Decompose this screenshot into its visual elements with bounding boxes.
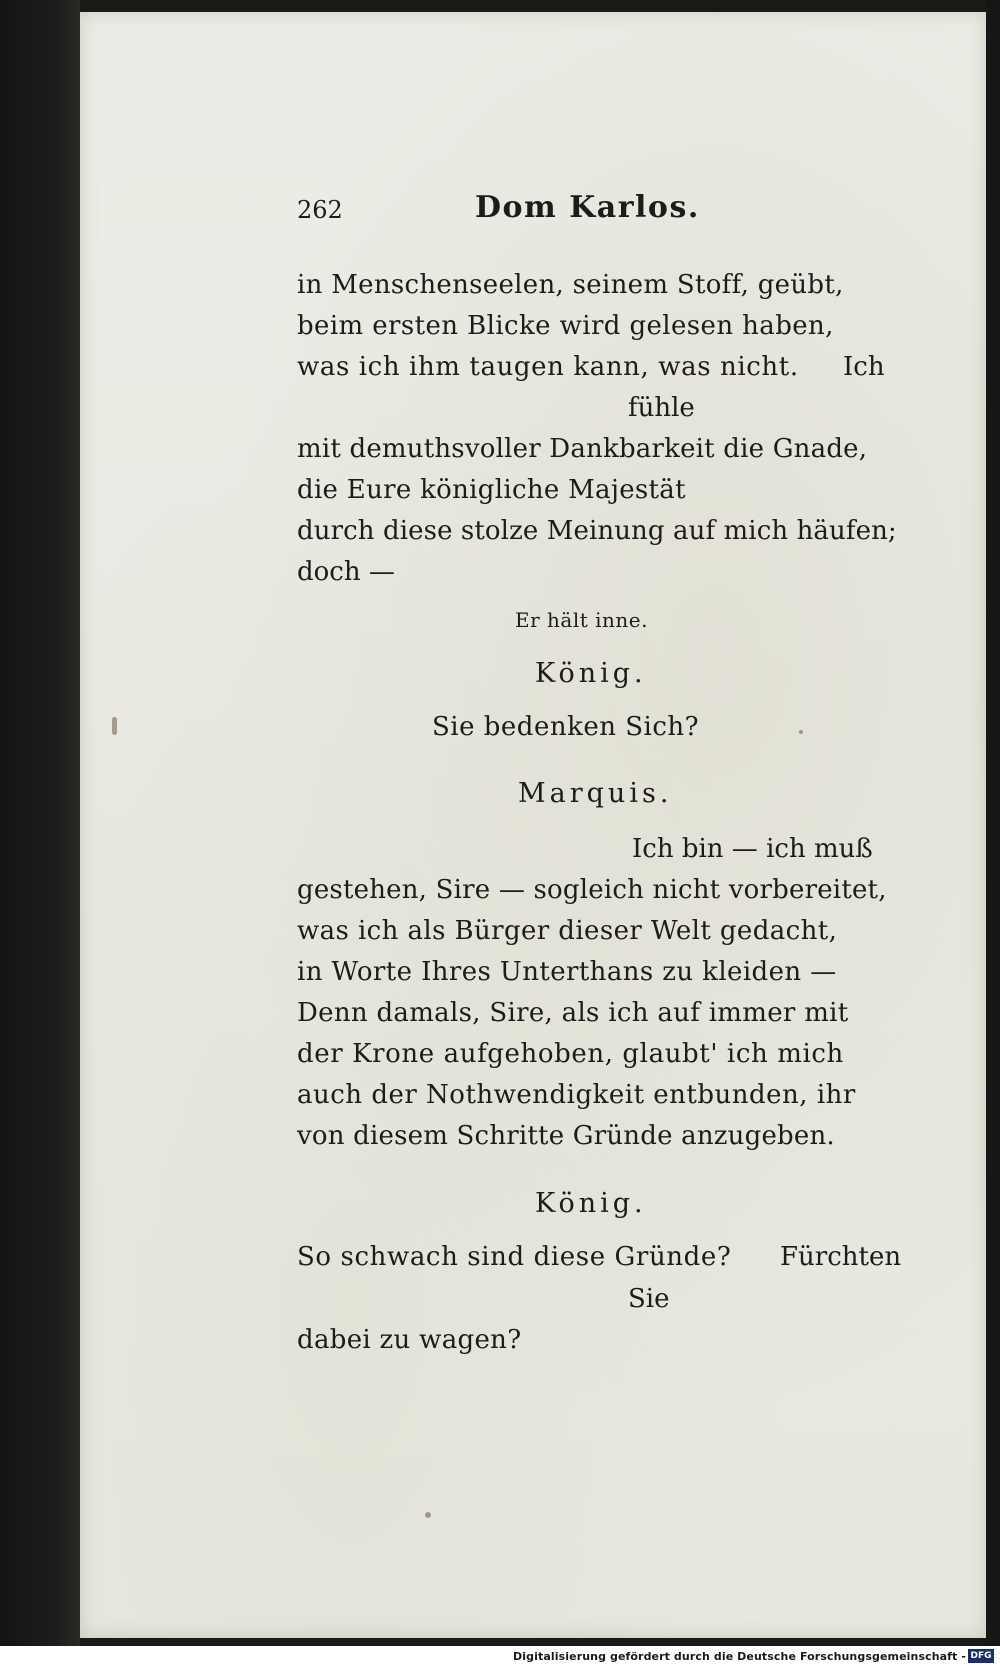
text-line: mit demuthsvoller Dankbarkeit die Gnade, [297,434,868,464]
paper-stain [799,730,803,734]
text-line: fühle [628,393,695,423]
scan-background-right [986,0,1000,1670]
speech-line: Fürchten [780,1242,902,1272]
dfg-logo: DFG [968,1649,994,1663]
book-page [80,12,986,1638]
speech-line: was ich als Bürger dieser Welt gedacht, [297,916,838,946]
text-line: Ich [843,352,885,382]
paper-stain [425,1512,431,1518]
speaker-name: König. [535,658,647,689]
text-line: in Menschenseelen, seinem Stoff, geübt, [297,270,844,300]
speech-line: von diesem Schritte Gründe anzugeben. [297,1121,835,1151]
scan-background-left [0,0,80,1670]
page-number: 262 [297,196,343,224]
speech-line: der Krone aufgehoben, glaubt' ich mich [297,1039,844,1069]
text-line: die Eure königliche Majestät [297,475,686,505]
paper-stain [112,717,117,735]
funding-credit: Digitalisierung gefördert durch die Deutsche Forschungsgemeinschaft - [513,1650,966,1663]
text-line: doch — [297,557,395,587]
speech-line: dabei zu wagen? [297,1325,522,1355]
stage-direction: Er hält inne. [515,608,648,632]
speech-line: Ich bin — ich muß [632,834,873,864]
speech-line: gestehen, Sire — sogleich nicht vorbereitet, [297,875,887,905]
speech-line: So schwach sind diese Gründe? [297,1242,732,1272]
speech-line: auch der Nothwendigkeit entbunden, ihr [297,1080,856,1110]
speech-line: in Worte Ihres Unterthans zu kleiden — [297,957,837,987]
text-line: beim ersten Blicke wird gelesen haben, [297,311,834,341]
running-title: Dom Karlos. [475,190,700,225]
speech-line: Sie bedenken Sich? [432,712,700,742]
speech-line: Denn damals, Sire, als ich auf immer mit [297,998,849,1028]
text-line: was ich ihm taugen kann, was nicht. [297,352,799,382]
text-line: durch diese stolze Meinung auf mich häufen; [297,516,897,546]
speech-line: Sie [628,1284,670,1314]
speaker-name: König. [535,1188,647,1219]
speaker-name: Marquis. [518,778,673,809]
